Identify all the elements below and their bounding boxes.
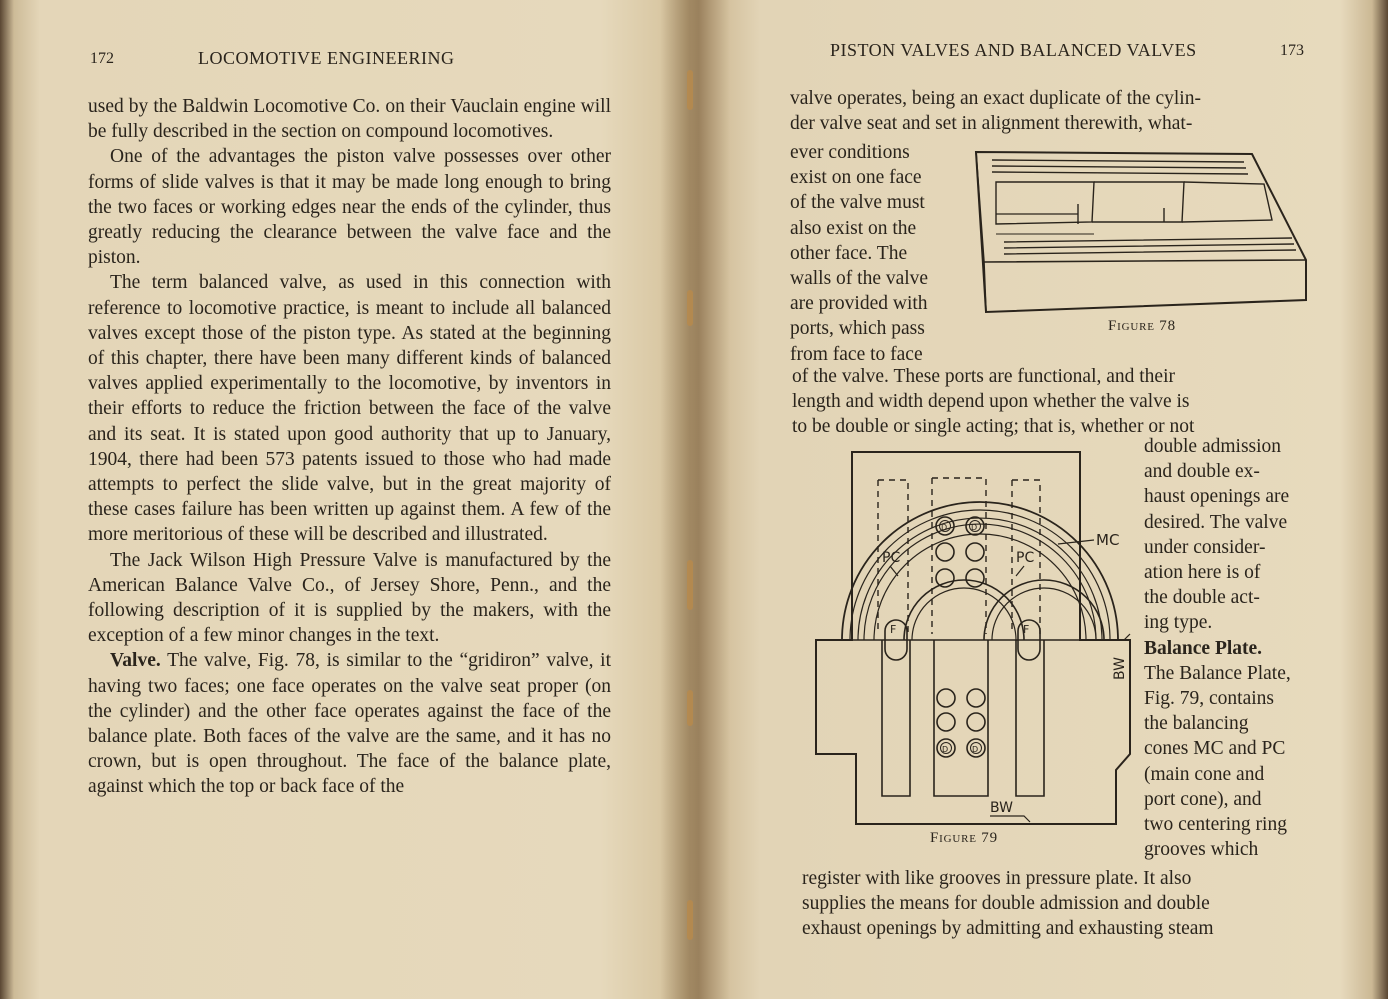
paragraph (88, 648, 611, 799)
text-block-middle (792, 364, 1312, 440)
text-line: walls of the valve (790, 268, 929, 290)
text-line: valve operates, being an exact duplicate of the cylin- (790, 88, 1201, 109)
text-line: (main cone and (1144, 763, 1265, 785)
text-line: to be double or single acting; that is, whether or not (792, 416, 1195, 438)
figure-78-valve-drawing (974, 142, 1314, 322)
label-d: D (971, 523, 978, 532)
label-pc-right: PC (1016, 550, 1035, 566)
text-line: desired. The valve (1144, 511, 1288, 533)
label-f-right: F (1023, 623, 1030, 636)
text-line: the double act- (1144, 587, 1260, 609)
balance-plate-outline (816, 452, 1130, 824)
text-line: Fig. 79, contains (1144, 688, 1274, 710)
figure-79-balance-plate-drawing (794, 444, 1144, 834)
label-d: D (941, 523, 948, 532)
label-f-left: F (890, 623, 897, 636)
section-heading: Balance Plate. (1144, 637, 1263, 659)
text-line: are provided with (790, 293, 928, 315)
paragraph: The Jack Wilson High Pressure Valve is manufactured by the American Balance Valve Co., of Jersey Shore, Penn., and the following description of it is supplied by the makers, with the exception of a few minor changes in the text. (88, 549, 611, 647)
text-line: length and width depend upon whether the valve is (792, 391, 1190, 413)
text-line: The Balance Plate, (1144, 662, 1291, 684)
label-d: D (942, 745, 949, 754)
label-mc: MC (1096, 531, 1120, 549)
paragraph-text: The valve, Fig. 78, is similar to the “gridiron” valve, it having two faces; one face operates on the valve seat proper (on the cylinder) and the other face operates against the face of the balance plate. Both faces of the valve are the same, and it has no crown, but is open throughout. The face of the balance plate, against which the top or back face of the (88, 650, 611, 798)
text-line: cones MC and PC (1144, 738, 1286, 760)
text-line: exist on one face (790, 167, 922, 189)
paragraph: used by the Baldwin Locomotive Co. on their Vauclain engine will be fully described in the section on compound locomotives. (88, 96, 611, 143)
text-line: ports, which pass (790, 318, 925, 340)
text-block-beside-fig79 (1144, 434, 1322, 862)
label-pc-left: PC (882, 550, 901, 566)
page-number: 173 (1280, 42, 1304, 59)
text-line: two centering ring (1144, 814, 1287, 836)
text-line: other face. The (790, 242, 908, 264)
text-line: from face to face (790, 343, 923, 365)
text-line: haust openings are (1144, 486, 1290, 508)
label-d: D (972, 745, 979, 754)
figure-79-caption: Figure 79 (930, 830, 998, 846)
text-line: port cone), and (1144, 788, 1262, 810)
text-line: grooves which (1144, 839, 1259, 861)
text-line: under consider- (1144, 536, 1266, 558)
text-line: of the valve must (790, 192, 925, 214)
running-head: PISTON VALVES AND BALANCED VALVES (830, 40, 1197, 60)
label-bw-side: BW (1112, 657, 1128, 680)
figure-78-caption: Figure 78 (1108, 318, 1176, 334)
text-line: double admission (1144, 436, 1282, 457)
label-bw-bottom: BW (990, 800, 1013, 816)
text-block-beside-fig78 (790, 140, 970, 367)
running-head: LOCOMOTIVE ENGINEERING (198, 48, 455, 68)
paragraph: One of the advantages the piston valve possesses over other forms of slide valves is that it may be made long enough to bring the two faces or working edges near the ends of the cylinder, thus greatly reducing the clearance between the valve face and the piston. (88, 146, 611, 269)
section-heading: Valve. (110, 650, 161, 672)
text-line: register with like grooves in pressure plate. It also (802, 868, 1192, 889)
text-line: ing type. (1144, 612, 1213, 634)
text-line: of the valve. These ports are functional, and their (792, 366, 1176, 387)
text-line: and double ex- (1144, 461, 1260, 483)
text-block-bottom (802, 866, 1326, 942)
text-line: supplies the means for double admission and double (802, 893, 1210, 915)
text-line: ation here is of (1144, 562, 1261, 584)
text-line: exhaust openings by admitting and exhausting steam (802, 918, 1214, 940)
page-number: 172 (90, 50, 114, 67)
text-line: ever conditions (790, 142, 910, 163)
left-body-text (88, 94, 611, 800)
text-line: the balancing (1144, 713, 1249, 735)
paragraph: The term balanced valve, as used in this connection with reference to locomotive practice, is meant to include all balanced valves except those of the piston type. As stated at the beginning of this chapter, there have been many different kinds of balanced valves applied experimentally to the locomotive, by inventors in their efforts to reduce the friction between the face of the valve and its seat. It is stated upon good authority that up to January, 1904, there had been 573 patents issued to those who had made attempts to perfect the slide valve, but in the great majority of these cases failure has been written up against them. A few of the more meritorious of these will be described and illustrated. (88, 272, 611, 546)
text-line: also exist on the (790, 217, 917, 239)
valve-body-outline (976, 152, 1306, 312)
text-line: der valve seat and set in alignment therewith, what- (790, 113, 1193, 135)
right-page (694, 0, 1388, 999)
text-block-top (790, 86, 1310, 136)
